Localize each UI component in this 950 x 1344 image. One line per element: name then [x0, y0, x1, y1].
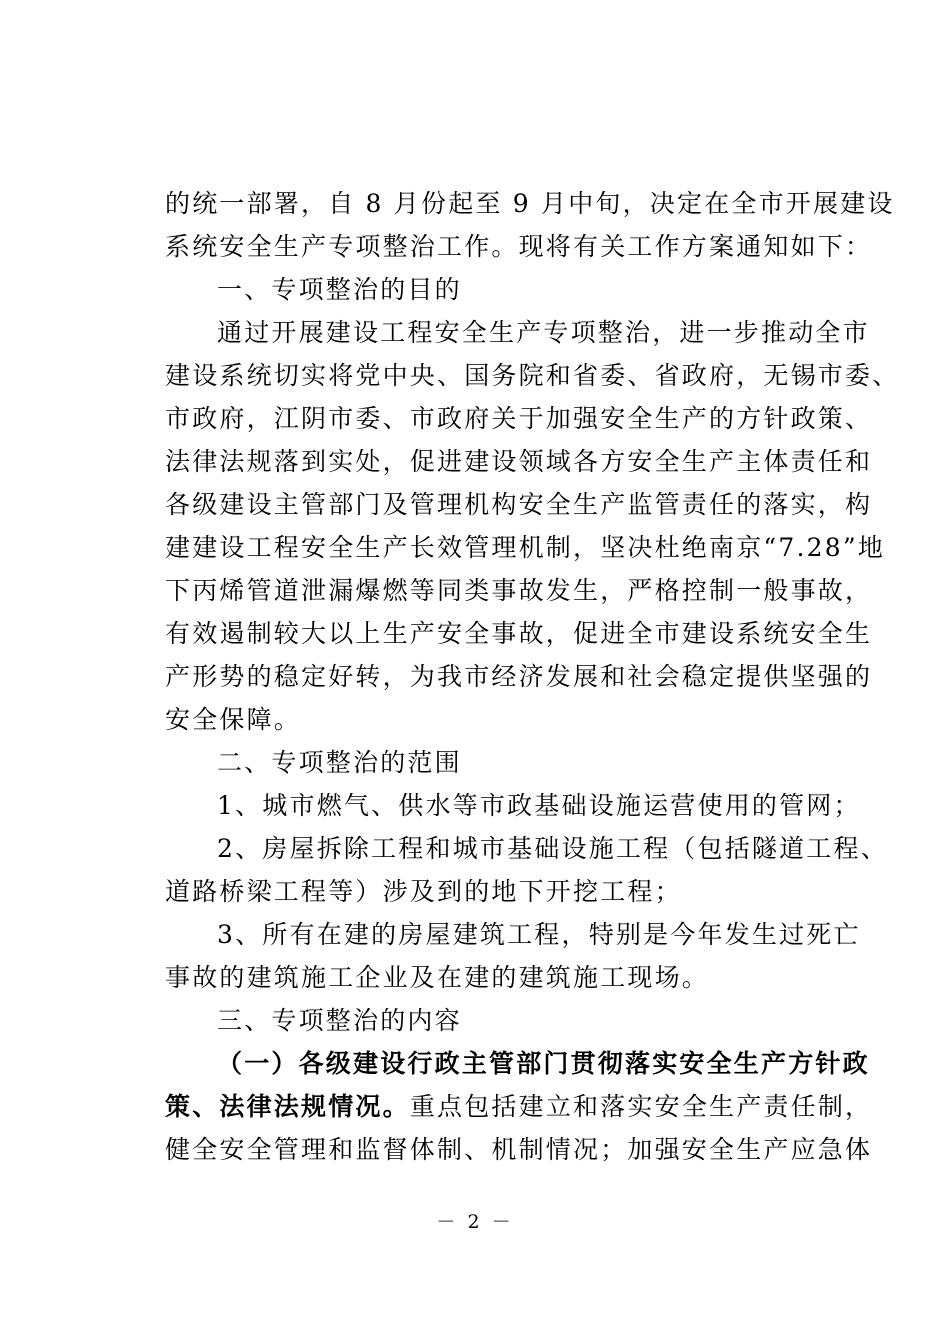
body-line: 有效遏制较大以上生产安全事故，促进全市建设系统安全生 — [165, 619, 873, 648]
list-item: 1、城市燃气、供水等市政基础设施运营使用的管网； — [217, 791, 861, 820]
body-line: 法律法规落到实处，促进建设领域各方安全生产主体责任和 — [165, 447, 873, 476]
body-line: 各级建设主管部门及管理机构安全生产监管责任的落实，构 — [165, 490, 873, 519]
body-line: 市政府，江阴市委、市政府关于加强安全生产的方针政策、 — [165, 404, 873, 433]
body-line: 的统一部署，自 8 月份起至 9 月中旬，决定在全市开展建设 — [165, 189, 895, 218]
page-number: － 2 － — [436, 1211, 514, 1233]
body-line: 健全安全管理和监督体制、机制情况；加强安全生产应急体 — [165, 1135, 873, 1164]
section-heading-content: 三、专项整治的内容 — [217, 1006, 462, 1035]
body-line: 下丙烯管道泄漏爆燃等同类事故发生，严格控制一般事故， — [165, 576, 873, 605]
list-item: 2、房屋拆除工程和城市基础设施工程（包括隧道工程、 — [217, 834, 888, 863]
body-line: 建建设工程安全生产长效管理机制，坚决杜绝南京“7.28”地 — [165, 533, 886, 562]
document-body — [165, 182, 900, 1171]
body-line: 产形势的稳定好转，为我市经济发展和社会稳定提供坚强的 — [165, 662, 873, 691]
body-line: 道路桥梁工程等）涉及到的地下开挖工程； — [165, 877, 682, 906]
body-line: 建设系统切实将党中央、国务院和省委、省政府，无锡市委、 — [165, 361, 900, 390]
body-line: 事故的建筑施工企业及在建的建筑施工现场。 — [165, 963, 710, 992]
subsection-heading: （一）各级建设行政主管部门贯彻落实安全生产方针政 — [217, 1049, 870, 1078]
list-item: 3、所有在建的房屋建筑工程，特别是今年发生过死亡 — [217, 920, 861, 949]
subsection-heading-tail: 策、法律法规情况。 — [165, 1092, 410, 1121]
body-text: 重点包括建立和落实安全生产责任制， — [409, 1092, 873, 1121]
body-line-mixed — [165, 1085, 873, 1128]
body-line: 安全保障。 — [165, 705, 302, 734]
body-line: 系统安全生产专项整治工作。现将有关工作方案通知如下： — [165, 232, 873, 261]
body-line: 通过开展建设工程安全生产专项整治，进一步推动全市 — [217, 318, 870, 347]
section-heading-scope: 二、专项整治的范围 — [217, 748, 462, 777]
section-heading-purpose: 一、专项整治的目的 — [217, 275, 462, 304]
